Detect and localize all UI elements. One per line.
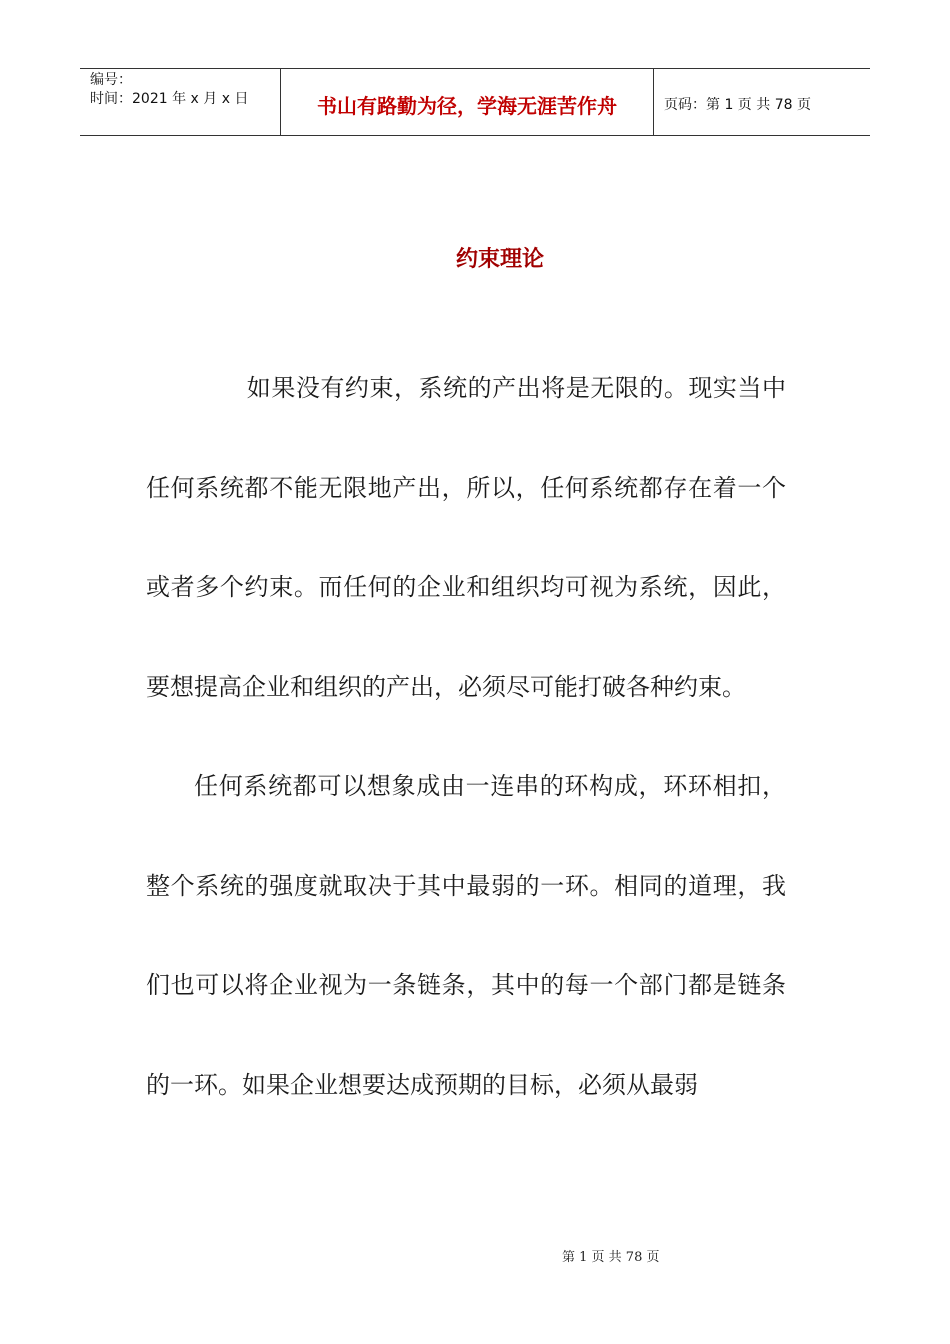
header-page-info: 页码：第 1 页 共 78 页 (664, 97, 811, 113)
header-meta (80, 69, 281, 135)
header-motto: 书山有路勤为径，学海无涯苦作舟 (281, 69, 654, 135)
document-title: 约束理论 (455, 247, 544, 272)
footer-page-number: 第 1 页 共 78 页 (562, 1250, 660, 1265)
document-date-label: 时间：2021 年 x 月 x 日 (90, 91, 249, 107)
page-footer (0, 1246, 950, 1266)
document-number-label: 编号： (90, 72, 132, 88)
document-body (146, 339, 786, 1135)
document-header (80, 68, 870, 136)
body-paragraph: 如果没有约束，系统的产出将是无限的。现实当中任何系统都不能无限地产出，所以，任何系统都存在着一个或者多个约束。而任何的企业和组织均可视为系统，因此，要想提高企业和组织的产出，必须尽可能打破各种约束。 (146, 374, 786, 701)
body-paragraph: 任何系统都可以想象成由一连串的环构成，环环相扣，整个系统的强度就取决于其中最弱的一环。相同的道理，我们也可以将企业视为一条链条，其中的每一个部门都是链条的一环。如果企业想要达成预期的目标，必须从最弱 (146, 772, 786, 1099)
